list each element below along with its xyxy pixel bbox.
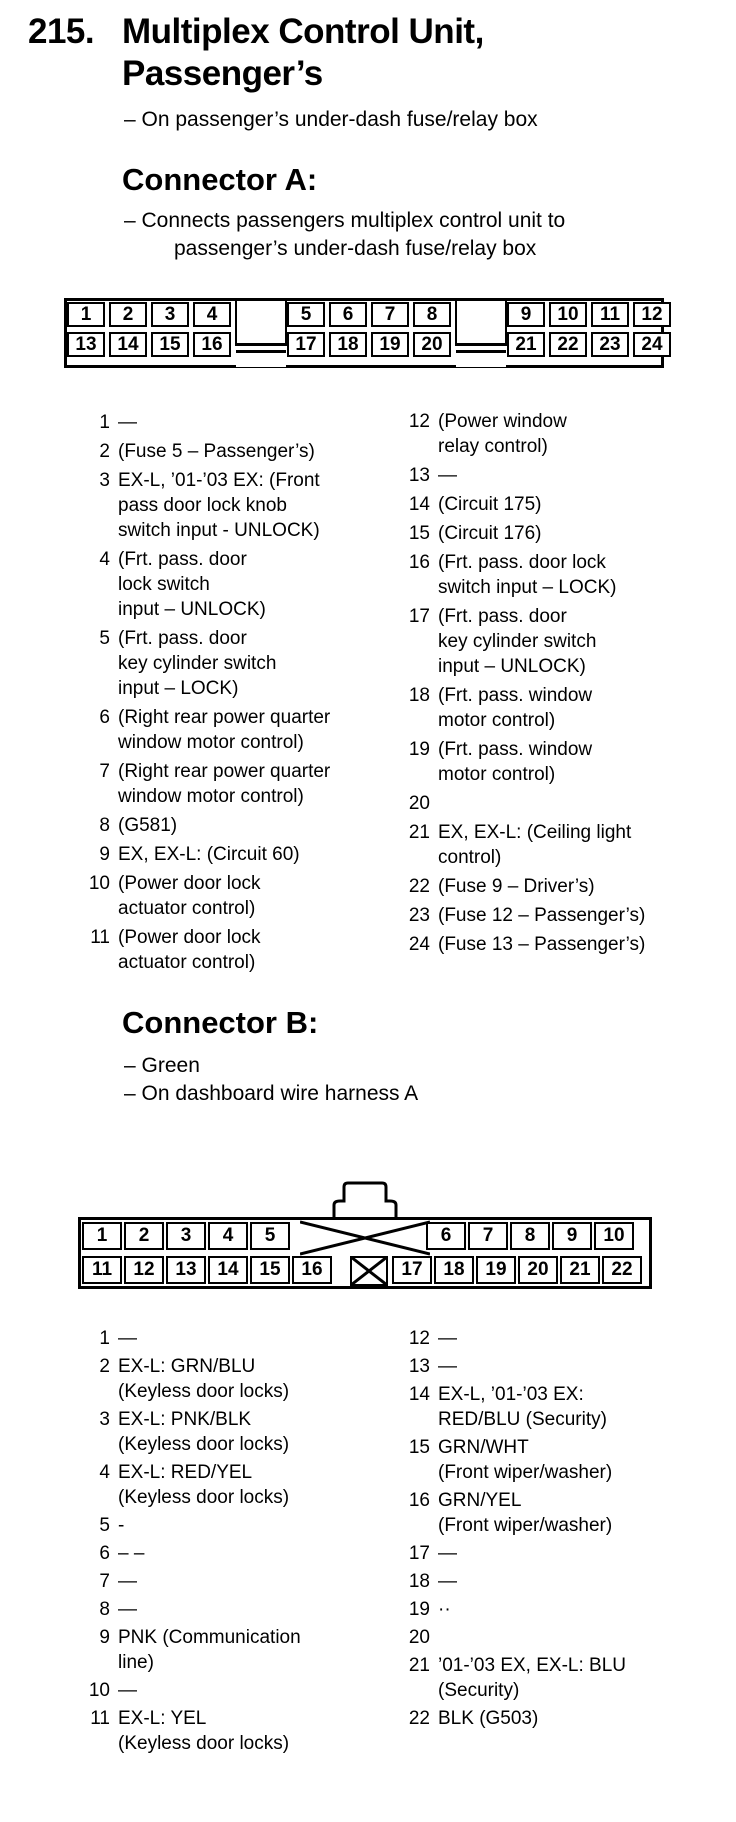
pin-number: 12 xyxy=(408,1328,430,1349)
pin-number: 20 xyxy=(408,1627,430,1648)
pin-description-line: input – UNLOCK) xyxy=(438,656,586,677)
connector-a-cavity: 6 xyxy=(329,302,367,327)
connector-a-heading: Connector A: xyxy=(122,162,318,197)
connector-a-cavity: 13 xyxy=(67,332,105,357)
connector-a-cavity: 24 xyxy=(633,332,671,357)
pin-description xyxy=(438,874,595,899)
connector-a-cavity: 15 xyxy=(151,332,189,357)
pin-description xyxy=(438,1326,457,1351)
connector-b-key-cross-icon xyxy=(300,1220,430,1256)
pin-description-line: EX-L: YEL xyxy=(118,1708,207,1729)
pin-description-line: GRN/WHT xyxy=(438,1437,529,1458)
pin-description xyxy=(118,1678,137,1703)
pin-number: 5 xyxy=(99,1515,110,1536)
pin-description-line: (Power door lock xyxy=(118,873,261,894)
connector-a-bridge xyxy=(236,350,286,353)
connector-a-cavity: 7 xyxy=(371,302,409,327)
connector-a-desc-line1: – Connects passengers multiplex control unit to xyxy=(124,209,566,232)
pin-description xyxy=(438,1435,612,1485)
pin-number: 6 xyxy=(99,1543,110,1564)
pin-number: 22 xyxy=(408,1708,430,1729)
pin-description-line: (Frt. pass. door xyxy=(118,628,247,649)
connector-b-cavity: 8 xyxy=(510,1222,550,1250)
connector-a-gap-edge xyxy=(235,298,237,346)
pin-description xyxy=(118,1513,124,1538)
pin-number: 8 xyxy=(99,1599,110,1620)
pin-description-line: (Fuse 12 – Passenger’s) xyxy=(438,905,646,926)
unit-location: – On passenger’s under-dash fuse/relay box xyxy=(124,108,538,131)
pin-description-line: (Frt. pass. window xyxy=(438,685,593,706)
connector-a-bridge xyxy=(456,343,506,346)
connector-a-cavity: 10 xyxy=(549,302,587,327)
pin-description-line: (Frt. pass. window xyxy=(438,739,593,760)
pin-description-line: (Power window xyxy=(438,411,567,432)
pin-number: 10 xyxy=(88,873,110,894)
pin-description-line: motor control) xyxy=(438,710,556,731)
connector-a-cavity: 2 xyxy=(109,302,147,327)
pin-description-line: (Security) xyxy=(438,1680,520,1701)
pin-number: 21 xyxy=(408,1655,430,1676)
connector-b-location: – On dashboard wire harness A xyxy=(124,1082,419,1105)
connector-a-gap-edge xyxy=(455,298,457,346)
connector-b-cavity: 20 xyxy=(518,1256,558,1284)
connector-b-cavity: 12 xyxy=(124,1256,164,1284)
pin-description xyxy=(118,468,320,543)
pin-description-line: (Front wiper/washer) xyxy=(438,1462,613,1483)
connector-b-cavity: 9 xyxy=(552,1222,592,1250)
pin-description xyxy=(438,521,541,546)
pin-description xyxy=(438,683,592,733)
pin-number: 4 xyxy=(99,1462,110,1483)
pin-description-line: (Circuit 175) xyxy=(438,494,542,515)
pin-description-line: — xyxy=(438,1328,457,1349)
pin-description-line: EX-L, ’01-’03 EX: xyxy=(438,1384,584,1405)
pin-description-line: — xyxy=(118,412,137,433)
section-number: 215. xyxy=(28,12,95,51)
pin-description xyxy=(118,1569,137,1594)
connector-a-cavity: 3 xyxy=(151,302,189,327)
pin-description-line: key cylinder switch xyxy=(438,631,597,652)
pin-number: 3 xyxy=(99,1409,110,1430)
pin-description xyxy=(118,1407,289,1457)
connector-b-cavity: 5 xyxy=(250,1222,290,1250)
connector-b-heading: Connector B: xyxy=(122,1005,319,1040)
connector-a-cavity: 21 xyxy=(507,332,545,357)
connector-a-desc-line2: passenger’s under-dash fuse/relay box xyxy=(174,237,537,260)
pin-description-line: (Right rear power quarter xyxy=(118,707,331,728)
connector-b-cavity: 3 xyxy=(166,1222,206,1250)
pin-number: 2 xyxy=(99,1356,110,1377)
pin-description xyxy=(118,1326,137,1351)
pin-number: 20 xyxy=(408,793,430,814)
connector-b-cavity: 10 xyxy=(594,1222,634,1250)
connector-b-cavity: 2 xyxy=(124,1222,164,1250)
pin-description xyxy=(118,1460,289,1510)
pin-number: 21 xyxy=(408,822,430,843)
pin-number: 24 xyxy=(408,934,430,955)
pin-description-line: EX-L, ’01-’03 EX: (Front xyxy=(118,470,320,491)
connector-a-cavity: 5 xyxy=(287,302,325,327)
pin-description-line: (Power door lock xyxy=(118,927,261,948)
pin-description-line: (Keyless door locks) xyxy=(118,1733,290,1754)
pin-description-line: key cylinder switch xyxy=(118,653,277,674)
pin-description-line: (Fuse 5 – Passenger’s) xyxy=(118,441,315,462)
pin-number: 11 xyxy=(90,927,110,948)
pin-description xyxy=(438,1488,612,1538)
pin-description-line: EX-L: GRN/BLU xyxy=(118,1356,256,1377)
pin-number: 1 xyxy=(99,412,110,433)
pin-description xyxy=(438,820,631,870)
pin-description-line: (Keyless door locks) xyxy=(118,1487,290,1508)
pin-number: 17 xyxy=(408,1543,430,1564)
pin-description xyxy=(438,1382,607,1432)
pin-description-line: — xyxy=(118,1571,137,1592)
pin-number: 8 xyxy=(99,815,110,836)
pin-number: 23 xyxy=(408,905,430,926)
pin-description xyxy=(118,1354,289,1404)
pin-description xyxy=(438,604,596,679)
pin-number: 11 xyxy=(90,1708,110,1729)
pin-description-line: window motor control) xyxy=(118,732,304,753)
pin-description-line: control) xyxy=(438,847,502,868)
pin-description xyxy=(438,1597,451,1622)
pin-number: 3 xyxy=(99,470,110,491)
pin-number: 19 xyxy=(408,739,430,760)
pin-description xyxy=(118,705,330,755)
pin-description-line: line) xyxy=(118,1652,154,1673)
pin-number: 19 xyxy=(408,1599,430,1620)
connector-b-cavity: 1 xyxy=(82,1222,122,1250)
connector-a-cavity: 8 xyxy=(413,302,451,327)
pin-description xyxy=(118,439,315,464)
pin-number: 16 xyxy=(408,1490,430,1511)
pin-number: 7 xyxy=(99,1571,110,1592)
connector-a-cavity: 16 xyxy=(193,332,231,357)
pin-description-line: — xyxy=(118,1599,137,1620)
pin-number: 5 xyxy=(99,628,110,649)
pin-description-line: — xyxy=(438,465,457,486)
pin-number: 4 xyxy=(99,549,110,570)
pin-description xyxy=(438,1569,457,1594)
pin-description-line: (Fuse 13 – Passenger’s) xyxy=(438,934,646,955)
connector-a-bridge xyxy=(236,343,286,346)
connector-a-cavity: 1 xyxy=(67,302,105,327)
pin-description xyxy=(438,903,645,928)
pin-number: 1 xyxy=(99,1328,110,1349)
pin-description-line: (Front wiper/washer) xyxy=(438,1515,613,1536)
pin-description-line: pass door lock knob xyxy=(118,495,287,516)
pin-description xyxy=(118,547,266,622)
pin-description-line: EX-L: PNK/BLK xyxy=(118,1409,252,1430)
pin-number: 15 xyxy=(408,523,430,544)
pin-description-line: switch input - UNLOCK) xyxy=(118,520,320,541)
connector-b-cavity: 21 xyxy=(560,1256,600,1284)
pin-number: 9 xyxy=(99,844,110,865)
connector-a-cavity: 11 xyxy=(591,302,629,327)
pin-description xyxy=(438,492,541,517)
connector-b-cavity: 4 xyxy=(208,1222,248,1250)
pin-description xyxy=(438,932,645,957)
connector-b-cavity: 15 xyxy=(250,1256,290,1284)
connector-a-cavity: 17 xyxy=(287,332,325,357)
pin-description-line: ·· xyxy=(438,1599,451,1620)
pin-description xyxy=(118,813,177,838)
connector-b-cavity: 19 xyxy=(476,1256,516,1284)
pin-description-line: (Frt. pass. door xyxy=(438,606,567,627)
pin-description xyxy=(118,410,137,435)
connector-b-cavity: 18 xyxy=(434,1256,474,1284)
pin-description-line: actuator control) xyxy=(118,952,256,973)
pin-description-line: GRN/YEL xyxy=(438,1490,522,1511)
pin-description-line: ’01-’03 EX, EX-L: BLU xyxy=(438,1655,626,1676)
connector-b-cavity: 7 xyxy=(468,1222,508,1250)
connector-a-gap xyxy=(236,301,286,367)
pin-description xyxy=(118,759,330,809)
pin-description-line: input – UNLOCK) xyxy=(118,599,266,620)
page-title-line2: Passenger’s xyxy=(122,54,323,93)
connector-a-cavity: 9 xyxy=(507,302,545,327)
pin-description xyxy=(118,842,300,867)
pin-number: 17 xyxy=(408,606,430,627)
pin-description xyxy=(438,1541,457,1566)
connector-a-cavity: 18 xyxy=(329,332,367,357)
pin-description xyxy=(118,1625,301,1675)
pin-number: 13 xyxy=(408,465,430,486)
pin-description-line: — xyxy=(118,1328,137,1349)
pin-description-line: input – LOCK) xyxy=(118,678,239,699)
pin-description-line: (Keyless door locks) xyxy=(118,1434,290,1455)
connector-b-blocked-cavity-icon xyxy=(350,1256,388,1286)
pin-number: 14 xyxy=(408,1384,430,1405)
pin-number: 9 xyxy=(99,1627,110,1648)
pin-description-line: relay control) xyxy=(438,436,548,457)
connector-b-cavity: 13 xyxy=(166,1256,206,1284)
pin-description-line: EX-L: RED/YEL xyxy=(118,1462,253,1483)
pin-description xyxy=(438,1706,538,1731)
pin-number: 15 xyxy=(408,1437,430,1458)
connector-a-cavity: 12 xyxy=(633,302,671,327)
pin-description xyxy=(438,737,592,787)
pin-number: 10 xyxy=(88,1680,110,1701)
pin-description-line: (Fuse 9 – Driver’s) xyxy=(438,876,595,897)
pin-description-line: BLK (G503) xyxy=(438,1708,539,1729)
pin-description-line: EX, EX-L: (Circuit 60) xyxy=(118,844,300,865)
pin-description-line: RED/BLU (Security) xyxy=(438,1409,607,1430)
pin-description xyxy=(118,1541,144,1566)
pin-description xyxy=(118,1597,137,1622)
connector-b-cavity: 17 xyxy=(392,1256,432,1284)
pin-description-line: lock switch xyxy=(118,574,210,595)
pin-description-line: window motor control) xyxy=(118,786,304,807)
pin-description-line: PNK (Communication xyxy=(118,1627,301,1648)
pin-description-line: — xyxy=(438,1571,457,1592)
pin-number: 6 xyxy=(99,707,110,728)
pin-description-line: — xyxy=(118,1680,137,1701)
pin-number: 14 xyxy=(408,494,430,515)
pin-description-line: — xyxy=(438,1356,457,1377)
pin-number: 7 xyxy=(99,761,110,782)
pin-number: 12 xyxy=(408,411,430,432)
page-title-line1: Multiplex Control Unit, xyxy=(122,12,484,51)
pin-number: 2 xyxy=(99,441,110,462)
pin-description-line: switch input – LOCK) xyxy=(438,577,617,598)
connector-a-cavity: 4 xyxy=(193,302,231,327)
connector-b-cavity: 16 xyxy=(292,1256,332,1284)
connector-a-gap xyxy=(456,301,506,367)
connector-b-cavity: 11 xyxy=(82,1256,122,1284)
pin-description xyxy=(118,1706,289,1756)
pin-number: 16 xyxy=(408,552,430,573)
connector-a-gap-edge xyxy=(505,298,507,346)
pin-description xyxy=(118,871,261,921)
connector-a-cavity: 14 xyxy=(109,332,147,357)
pin-number: 18 xyxy=(408,685,430,706)
connector-a-cavity: 22 xyxy=(549,332,587,357)
pin-description-line: (Frt. pass. door lock xyxy=(438,552,606,573)
connector-latch-icon xyxy=(330,1181,400,1217)
pin-description xyxy=(438,1354,457,1379)
pin-description xyxy=(118,925,261,975)
pin-description-line: – – xyxy=(118,1543,145,1564)
pin-description xyxy=(438,1653,626,1703)
pin-description-line: - xyxy=(118,1515,125,1536)
pin-description xyxy=(438,550,616,600)
connector-a-cavity: 20 xyxy=(413,332,451,357)
pin-number: 18 xyxy=(408,1571,430,1592)
pin-description xyxy=(438,463,457,488)
pin-description-line: actuator control) xyxy=(118,898,256,919)
pin-description-line: (Circuit 176) xyxy=(438,523,542,544)
connector-b-cavity: 6 xyxy=(426,1222,466,1250)
pin-description xyxy=(438,409,567,459)
connector-b-cavity: 22 xyxy=(602,1256,642,1284)
pin-description-line: (Right rear power quarter xyxy=(118,761,331,782)
connector-a-bridge xyxy=(456,350,506,353)
connector-a-cavity: 23 xyxy=(591,332,629,357)
pin-description-line: motor control) xyxy=(438,764,556,785)
pin-description xyxy=(118,626,276,701)
pin-description-line: (G581) xyxy=(118,815,178,836)
connector-a-gap-edge xyxy=(285,298,287,346)
connector-b-color: – Green xyxy=(124,1054,200,1077)
connector-a-cavity: 19 xyxy=(371,332,409,357)
connector-b-cavity: 14 xyxy=(208,1256,248,1284)
pin-description-line: (Frt. pass. door xyxy=(118,549,247,570)
pin-description-line: — xyxy=(438,1543,457,1564)
pin-description-line: (Keyless door locks) xyxy=(118,1381,290,1402)
pin-number: 22 xyxy=(408,876,430,897)
pin-description-line: EX, EX-L: (Ceiling light xyxy=(438,822,632,843)
pin-number: 13 xyxy=(408,1356,430,1377)
